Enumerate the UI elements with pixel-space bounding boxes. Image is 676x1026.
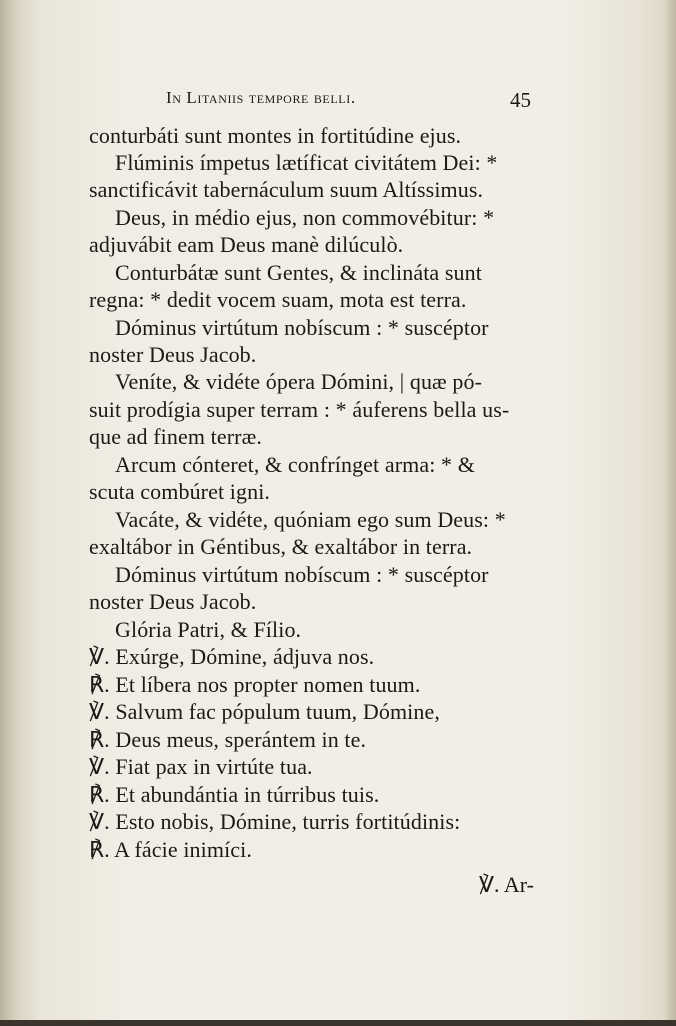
- text-line: Flúminis ímpetus lætíficat civitátem Dei: *: [115, 150, 498, 175]
- text-line: noster Deus Jacob.: [89, 342, 257, 367]
- text-line: que ad finem terræ.: [89, 424, 262, 449]
- text-line: adjuvábit eam Deus manè dilúculò.: [89, 232, 404, 257]
- text-line: sanctificávit tabernáculum suum Altíssimus.: [89, 177, 484, 202]
- page-number: 45: [510, 88, 531, 112]
- text-line: Dóminus virtútum nobíscum : * suscéptor: [115, 315, 489, 340]
- text-line: Dóminus virtútum nobíscum : * suscéptor: [115, 562, 489, 587]
- text-line: scuta combúret igni.: [89, 479, 271, 504]
- text-line: regna: * dedit vocem suam, mota est terra.: [89, 287, 467, 312]
- text-line: Glória Patri, & Fílio.: [115, 617, 302, 642]
- catchword: ℣. Ar-: [479, 872, 534, 897]
- page-gutter: [0, 0, 28, 1026]
- response-line: ℟. A fácie inimíci.: [89, 837, 252, 862]
- versicle-line: ℣. Esto nobis, Dómine, turris fortitúdinis:: [89, 809, 461, 834]
- text-line: Deus, in médio ejus, non commovébitur: *: [115, 205, 495, 230]
- text-line: exaltábor in Géntibus, & exaltábor in terra.: [89, 534, 473, 559]
- response-line: ℟. Et abundántia in túrribus tuis.: [89, 782, 380, 807]
- versicle-line: ℣. Fiat pax in virtúte tua.: [89, 754, 313, 779]
- text-line: suit prodígia super terram : * áuferens bella us-: [89, 397, 510, 422]
- text-line: Arcum cónteret, & confrínget arma: * &: [115, 452, 475, 477]
- text-line: Veníte, & vidéte ópera Dómini, | quæ pó-: [115, 369, 483, 394]
- versicle-line: ℣. Salvum fac pópulum tuum, Dómine,: [89, 699, 440, 724]
- text-line: noster Deus Jacob.: [89, 589, 257, 614]
- page-bottom-edge: [0, 1020, 676, 1026]
- text-line: Conturbátæ sunt Gentes, & inclináta sunt: [115, 260, 482, 285]
- text-line: conturbáti sunt montes in fortitúdine ejus.: [89, 123, 462, 148]
- response-line: ℟. Et líbera nos propter nomen tuum.: [89, 672, 421, 697]
- response-line: ℟. Deus meus, sperántem in te.: [89, 727, 367, 752]
- page-fore-edge: [666, 0, 676, 1026]
- versicle-line: ℣. Exúrge, Dómine, ádjuva nos.: [89, 644, 375, 669]
- text-line: Vacáte, & vidéte, quóniam ego sum Deus: *: [115, 507, 506, 532]
- running-title: In Litaniis tempore belli.: [166, 88, 356, 107]
